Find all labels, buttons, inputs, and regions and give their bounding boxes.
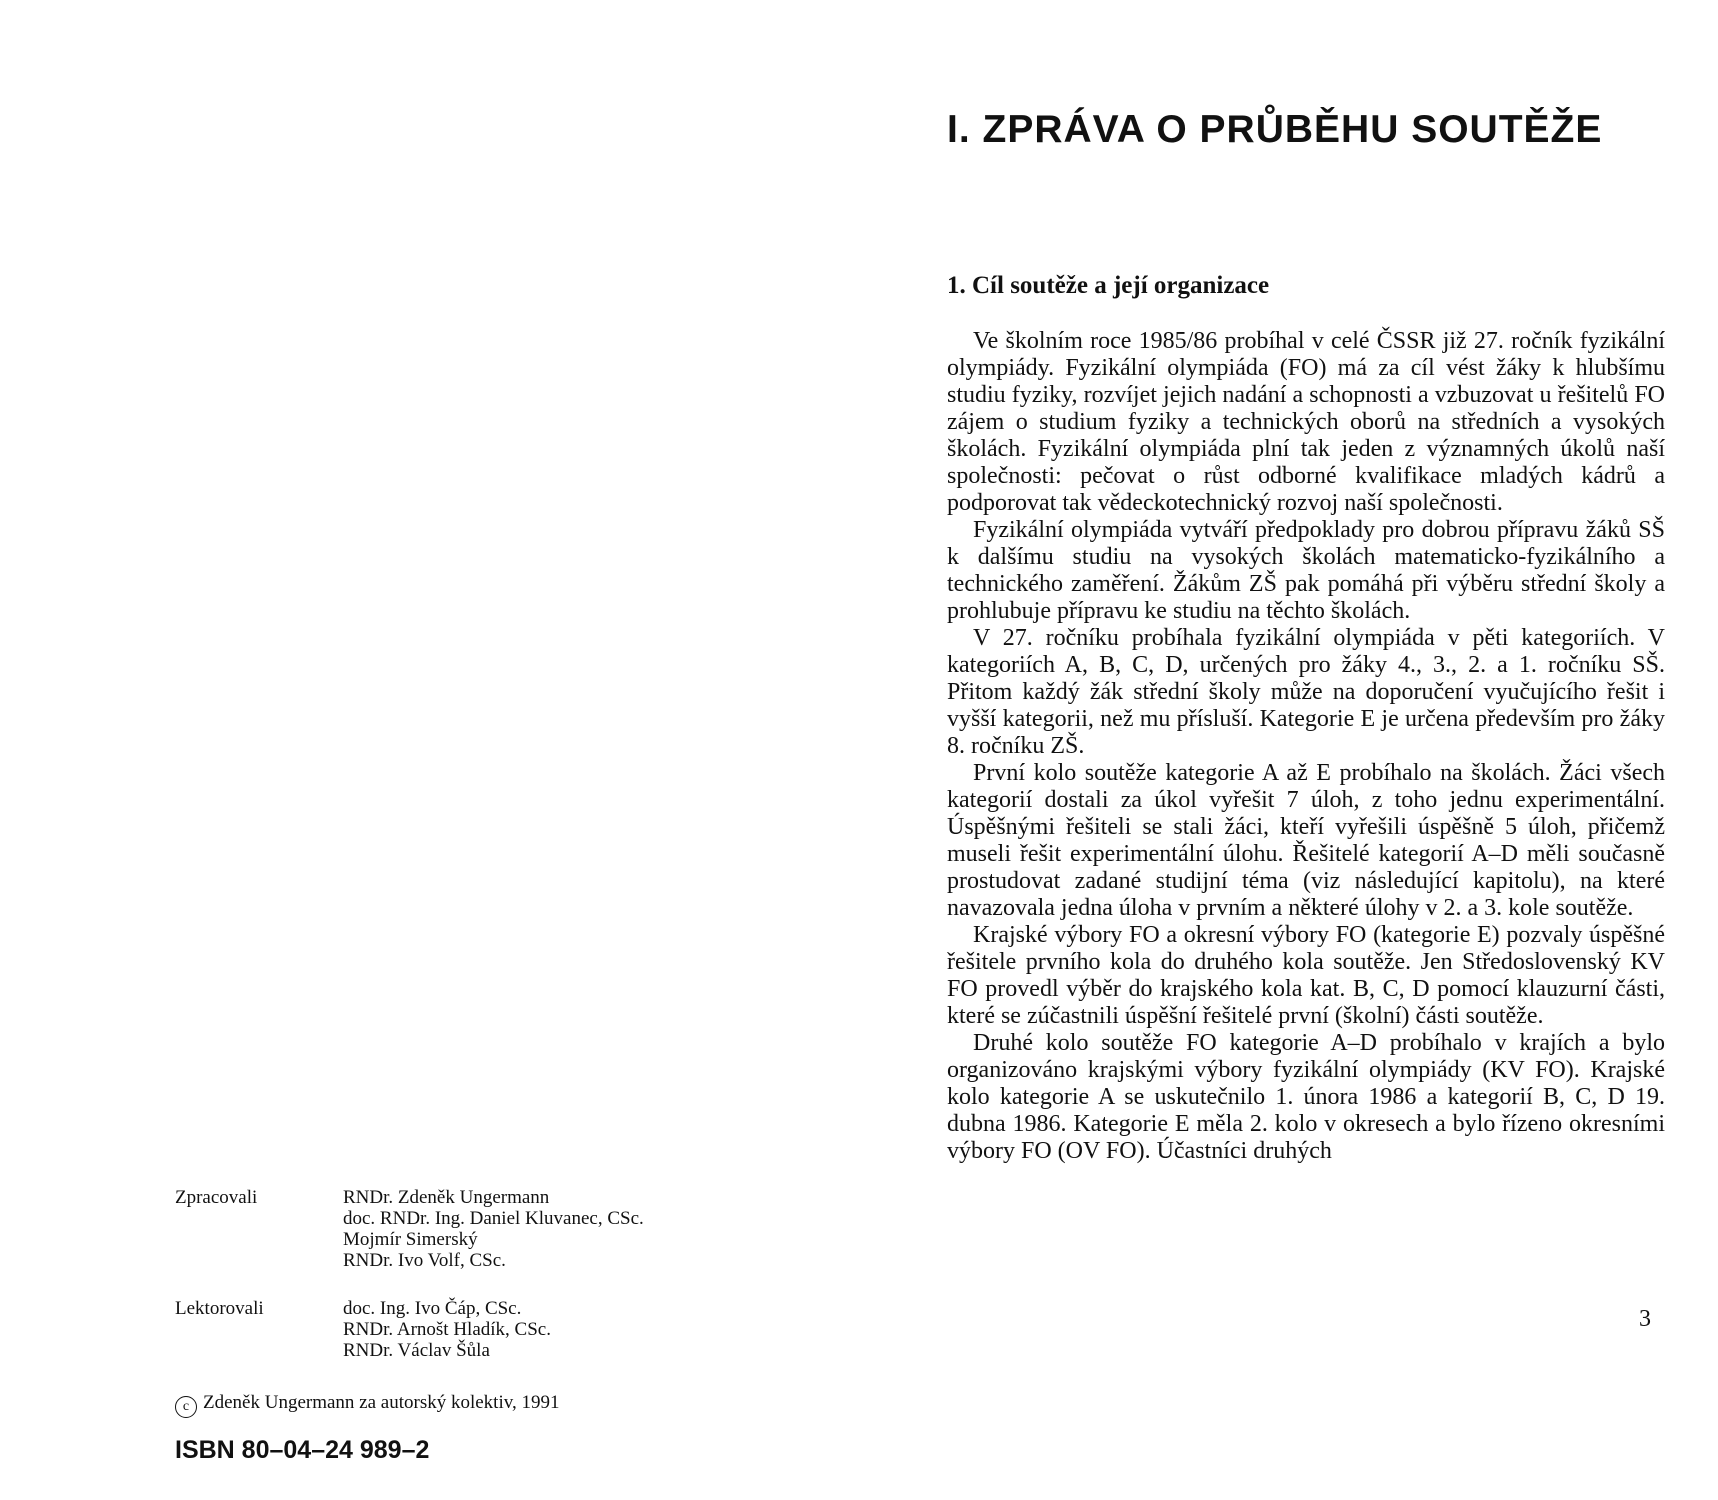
reviewed-by-label: Lektorovali <box>175 1298 264 1319</box>
compiled-by-label: Zpracovali <box>175 1187 258 1208</box>
compiled-by-names <box>343 1187 644 1271</box>
paragraph: Ve školním roce 1985/86 probíhal v celé ČSSR již 27. ročník fyzikální olympiády. Fyzikální olympiáda (FO) má za cíl vést žáky k hlubšímu studiu fyziky, rozvíjet jejich nadání a schopnosti a vzbuzovat u řešitelů FO zájem o studium fyziky a technických oborů na středních a vysokých školách. Fyzikální olympiáda plní tak jeden z významných úkolů naší společnosti: pečovat o růst odborné kvalifikace mladých kádrů a podporovat tak vědeckotechnický rozvoj naší společnosti. <box>947 328 1665 516</box>
copyright-text: Zdeněk Ungermann za autorský kolektiv, 1991 <box>203 1392 560 1413</box>
copyright-line <box>175 1392 560 1418</box>
reviewed-by-name: doc. Ing. Ivo Čáp, CSc. <box>343 1298 522 1319</box>
compiled-by-name: RNDr. Ivo Volf, CSc. <box>343 1250 506 1271</box>
compiled-by-name: Mojmír Simerský <box>343 1229 478 1250</box>
chapter-title: I. ZPRÁVA O PRŮBĚHU SOUTĚŽE <box>947 108 1603 151</box>
paragraph: První kolo soutěže kategorie A až E probíhalo na školách. Žáci všech kategorií dostali za úkol vyřešit 7 úloh, z toho jednu experimentální. Úspěšnými řešiteli se stali žáci, kteří vyřešili úspěšně 5 úloh, přičemž museli řešit experimentální úlohu. Řešitelé kategorií A–D měli současně prostudovat zadané studijní téma (viz následující kapitolu), na které navazovala jedna úloha v prvním a některé úlohy v 2. a 3. kole soutěže. <box>947 760 1665 921</box>
copyright-icon: c <box>175 1396 197 1418</box>
paragraph: Krajské výbory FO a okresní výbory FO (kategorie E) pozvaly úspěšné řešitele prvního kola do druhého kola soutěže. Jen Středoslovenský KV FO provedl výběr do krajského kola kat. B, C, D pomocí klauzurní části, které se zúčastnili úspěšní řešitelé první (školní) části soutěže. <box>947 922 1665 1029</box>
compiled-by-name: doc. RNDr. Ing. Daniel Kluvanec, CSc. <box>343 1208 644 1229</box>
section-heading: 1. Cíl soutěže a její organizace <box>947 272 1270 299</box>
reviewed-by-name: RNDr. Arnošt Hladík, CSc. <box>343 1319 551 1340</box>
body-text <box>947 328 1665 1165</box>
paragraph: Fyzikální olympiáda vytváří předpoklady pro dobrou přípravu žáků SŠ k dalšímu studiu na vysokých školách matematicko-fyzikálního a technického zaměření. Žákům ZŠ pak pomáhá při výběru střední školy a prohlubuje přípravu ke studiu na těchto školách. <box>947 517 1665 624</box>
isbn: ISBN 80–04–24 989–2 <box>175 1436 430 1464</box>
page-number: 3 <box>1639 1306 1651 1332</box>
compiled-by-name: RNDr. Zdeněk Ungermann <box>343 1187 550 1208</box>
reviewed-by-name: RNDr. Václav Šůla <box>343 1340 490 1361</box>
paragraph: Druhé kolo soutěže FO kategorie A–D probíhalo v krajích a bylo organizováno krajskými výbory fyzikální olympiády (KV FO). Krajské kolo kategorie A se uskutečnilo 1. února 1986 a kategorií B, C, D 19. dubna 1986. Kategorie E měla 2. kolo v okresech a bylo řízeno okresními výbory FO (OV FO). Účastníci druhých <box>947 1030 1665 1164</box>
reviewed-by-names <box>343 1298 551 1361</box>
paragraph: V 27. ročníku probíhala fyzikální olympiáda v pěti kategoriích. V kategoriích A, B, C, D, určených pro žáky 4., 3., 2. a 1. ročníku SŠ. Přitom každý žák střední školy může na doporučení vyučujícího řešit i vyšší kategorii, než mu přísluší. Kategorie E je určena především pro žáky 8. ročníku ZŠ. <box>947 625 1665 759</box>
right-page <box>859 0 1718 1500</box>
